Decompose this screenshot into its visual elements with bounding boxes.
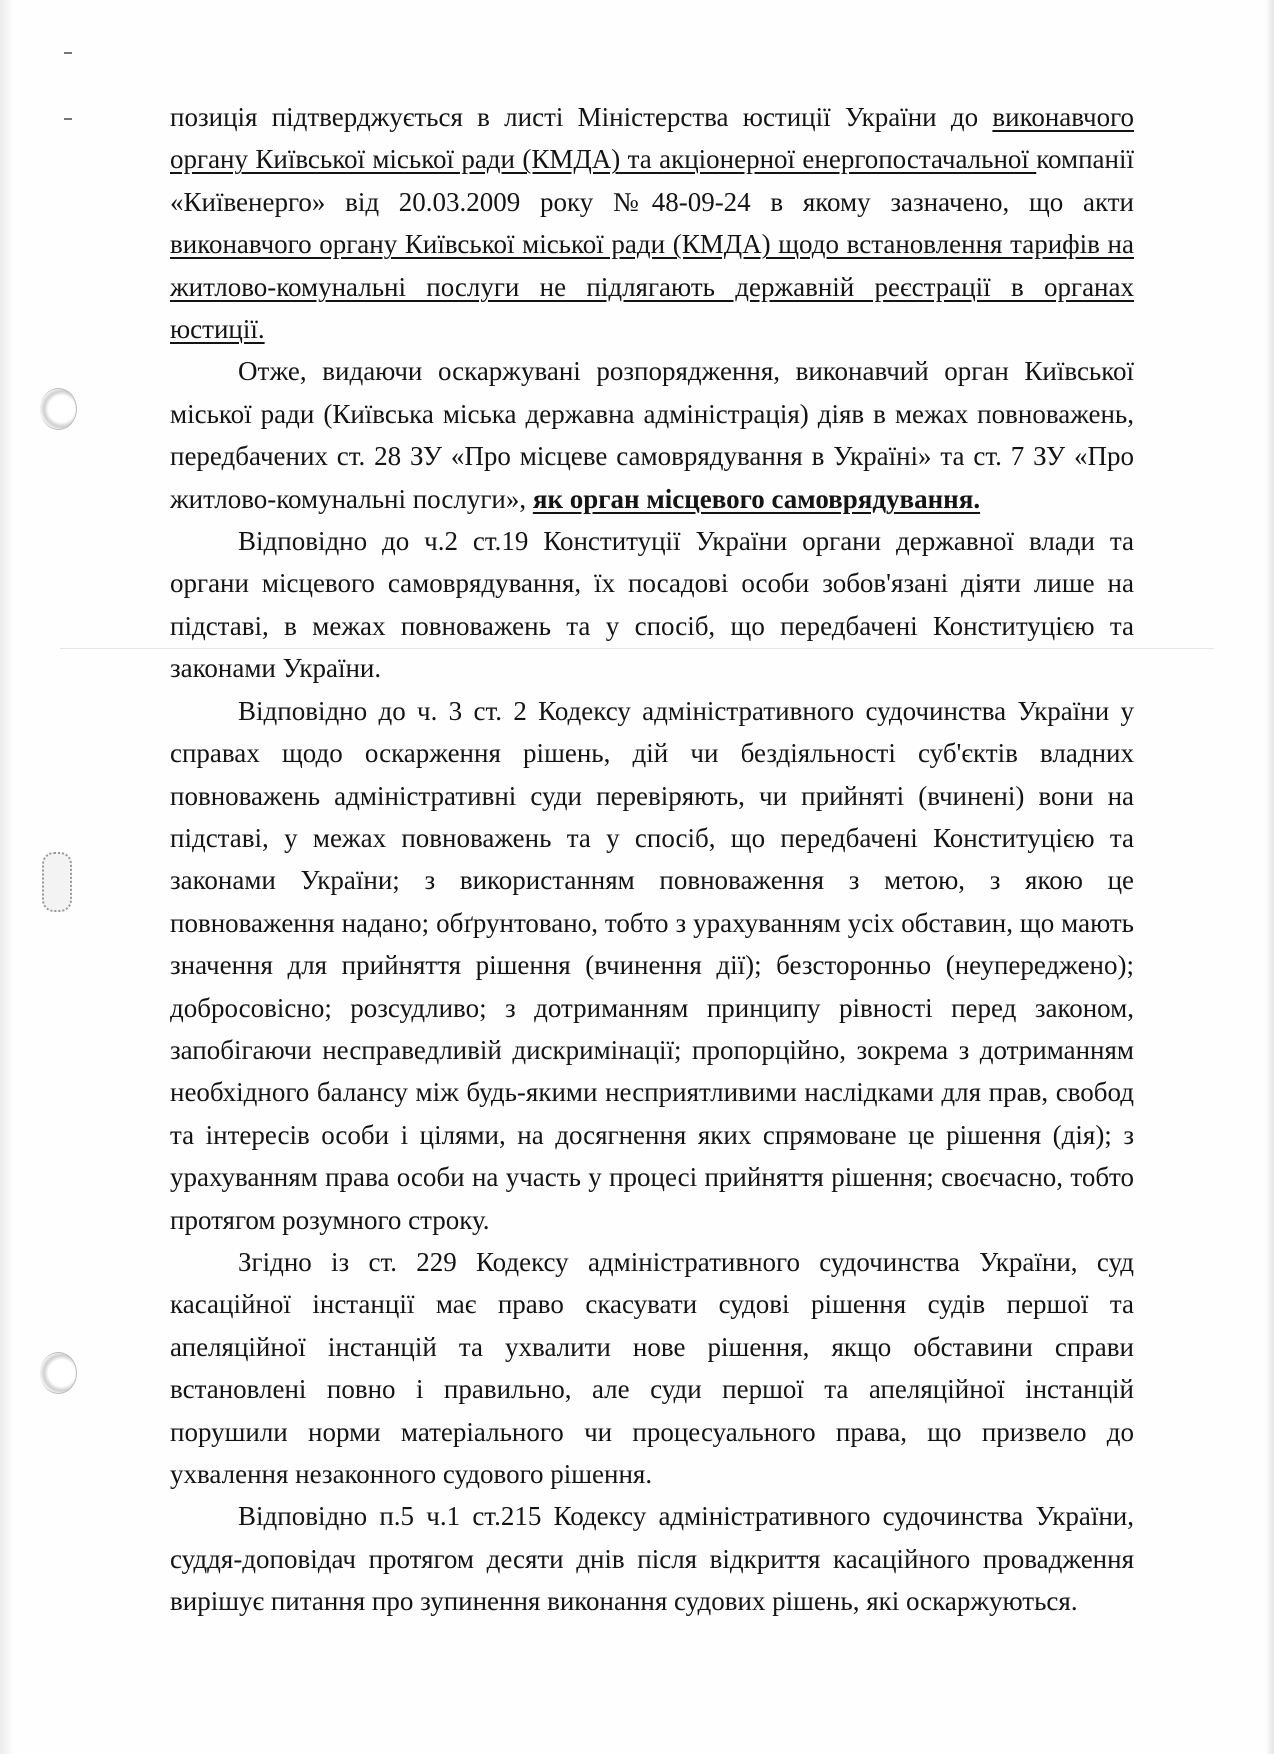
document-body [170,96,1134,1623]
text-segment: позиція підтверджується в листі Міністерства юстиції України до [170,102,993,132]
underlined-segment: виконавчого органу Київської міської ради (КМДА) та акціонерної енергопостачальної [170,102,1134,175]
text-segment: Відповідно п.5 ч.1 ст.215 Кодексу адміністративного судочинства України, суддя-доповідач протягом десяти днів після відкриття касаційного провадження вирішує питання про зупинення виконання судових рішень, які оскаржуються. [170,1501,1134,1617]
paragraph-4 [170,1241,1134,1495]
binding-thread [42,852,72,912]
paragraph-2 [170,520,1134,690]
edge-mark [64,118,72,120]
text-segment: Відповідно до ч. 3 ст. 2 Кодексу адміністративного судочинства України у справах щодо оскарження рішень, дій чи бездіяльності суб'єктів владних повноважень адміністративні суди перевіряють, чи прийняті (вчинені) вони на підставі, у межах повноважень та у спосіб, що передбачені Конституцією та законами України; з використанням повноваження з метою, з якою це повноваження надано; обґрунтовано, тобто з урахуванням усіх обставин, що мають значення для прийняття рішення (вчинення дії); безсторонньо (неупереджено); добросовісно; розсудливо; з дотриманням принципу рівності перед законом, запобігаючи несправедливій дискримінації; пропорційно, зокрема з дотриманням необхідного балансу між будь-якими несприятливими наслідками для прав, свобод та інтересів особи і цілями, на досягнення яких спрямоване це рішення (дія); з урахуванням права особи на участь у процесі прийняття рішення; своєчасно, тобто протягом розумного строку. [170,695,1134,1235]
text-segment: Згідно із ст. 229 Кодексу адміністративного судочинства України, суд касаційної інстанції має право скасувати судові рішення судів першої та апеляційної інстанцій та ухвалити нове рішення, якщо обставини справи встановлені повно і правильно, але суди першої та апеляційної інстанцій порушили норми матеріального чи процесуального права, що призвело до ухвалення незаконного судового рішення. [170,1246,1134,1489]
underlined-segment: виконавчого органу Київської міської ради (КМДА) щодо встановлення тарифів на житлово-комунальні послуги не підлягають державній реєстрації в органах юстиції. [170,229,1134,345]
paragraph-0 [170,96,1134,350]
text-segment: Відповідно до ч.2 ст.19 Конституції України органи державної влади та органи місцевого самоврядування, їх посадові особи зобов'язані діяти лише на підставі, в межах повноважень та у спосіб, що передбачені Конституцією та законами України. [170,526,1134,684]
paragraph-5 [170,1495,1134,1622]
binding-hole [40,388,77,430]
text-segment: компанії «Київенерго» від 20.03.2009 року №48-09-24 в якому зазначено, що акти [170,144,1134,217]
bold-underlined-segment: як орган місцевого самоврядування. [532,483,981,514]
scan-left-edge-shadow [0,0,14,1754]
binding-hole [40,1352,77,1394]
paragraph-3 [170,690,1134,1241]
scan-right-edge-shadow [1266,0,1274,1754]
text-segment: Отже, видаючи оскаржувані розпорядження, виконавчий орган Київської міської ради (Київська міська державна адміністрація) діяв в межах повноважень, передбачених ст. 28 ЗУ «Про місцеве самоврядування в Україні» та ст. 7 ЗУ «Про житлово-комунальні послуги», [170,356,1134,514]
edge-mark [64,52,72,54]
paragraph-1 [170,350,1134,520]
